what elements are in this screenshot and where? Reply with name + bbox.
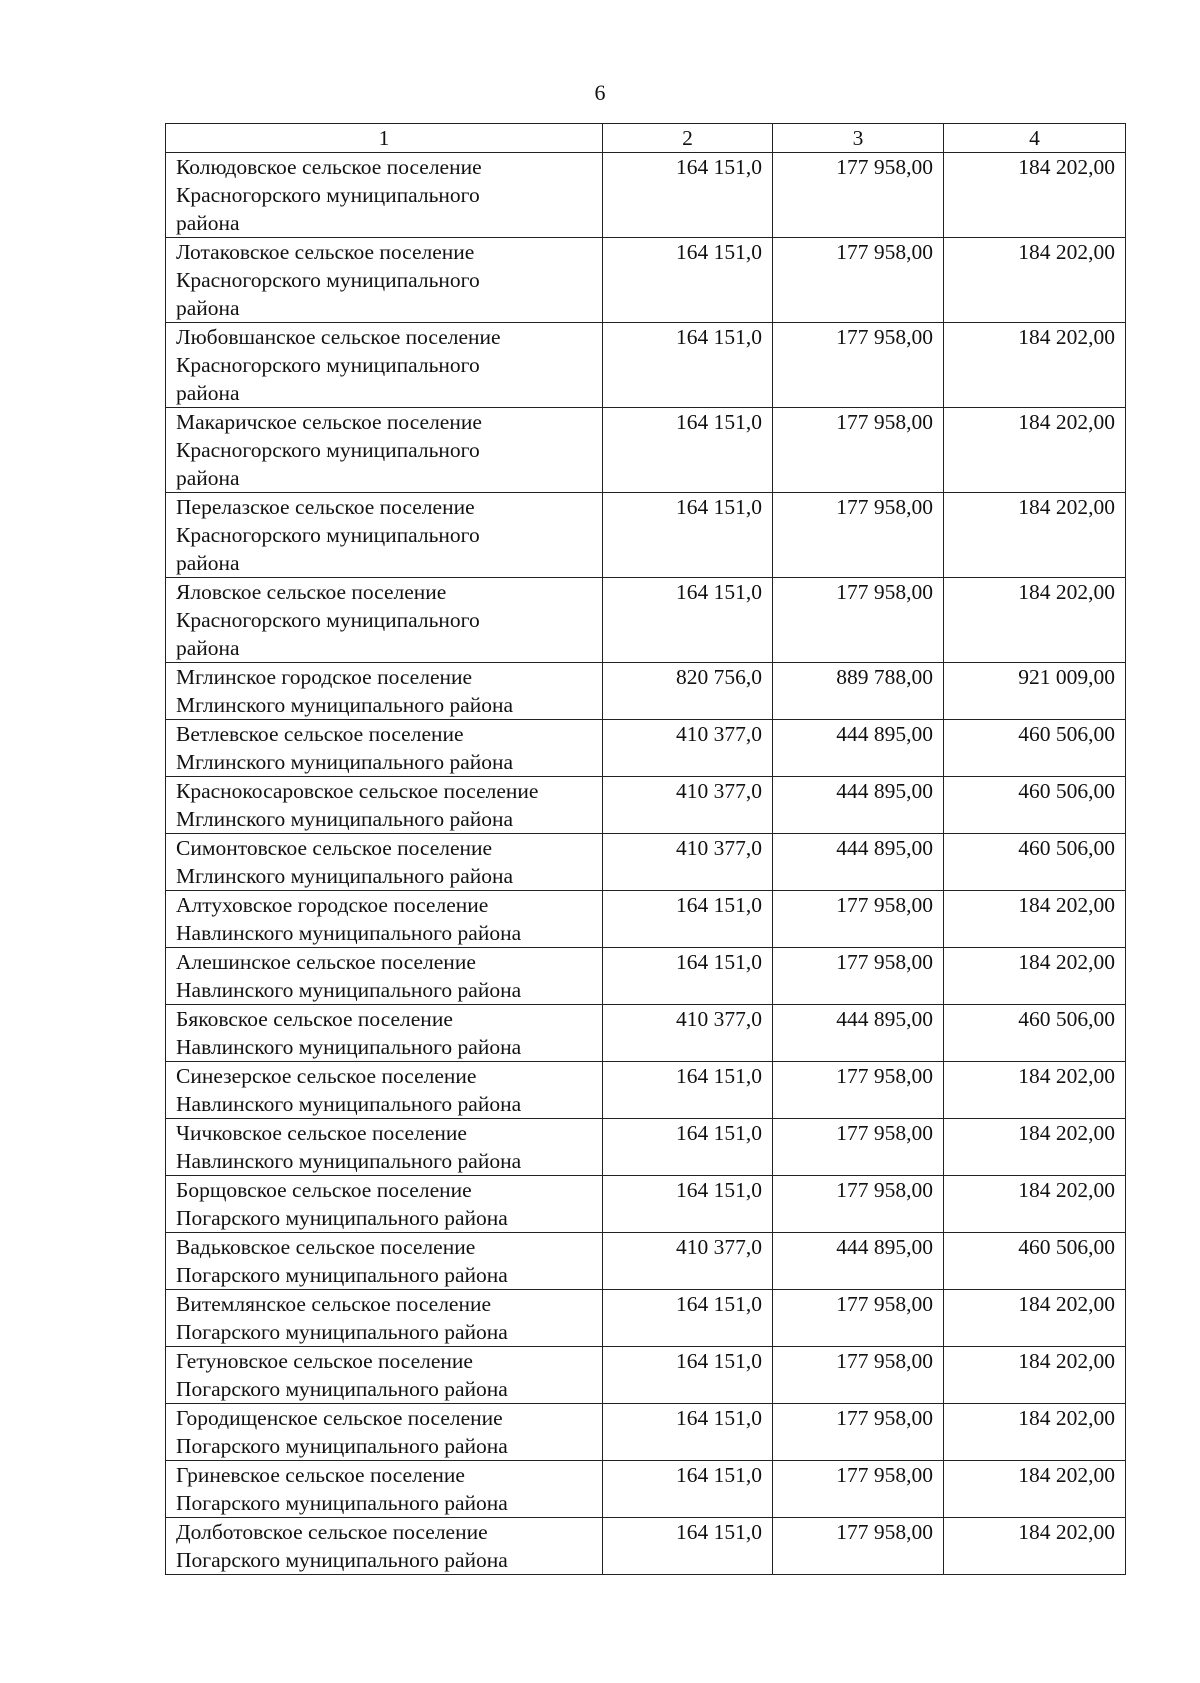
amount-cell-v2: 164 151,0 bbox=[603, 948, 773, 1005]
table-row bbox=[166, 323, 1126, 408]
amount-cell-v3: 177 958,00 bbox=[773, 153, 944, 238]
page-number: 6 bbox=[594, 80, 606, 105]
allocation-table bbox=[165, 123, 1126, 1575]
settlement-name-line: Навлинского муниципального района bbox=[176, 978, 522, 1002]
settlement-name-line: Любовшанское сельское поселение bbox=[176, 325, 501, 349]
settlement-name-line: Вадьковское сельское поселение bbox=[176, 1235, 476, 1259]
settlement-name-cell bbox=[166, 1461, 603, 1518]
amount-cell-v3: 177 958,00 bbox=[773, 1347, 944, 1404]
amount-cell-v4: 460 506,00 bbox=[944, 834, 1126, 891]
settlement-name-line: Колюдовское сельское поселение bbox=[176, 155, 482, 179]
amount-cell-v4: 184 202,00 bbox=[944, 1461, 1126, 1518]
settlement-name-line: Лотаковское сельское поселение bbox=[176, 240, 475, 264]
amount-cell-v3: 444 895,00 bbox=[773, 1005, 944, 1062]
settlement-name-line: Мглинское городское поселение bbox=[176, 665, 473, 689]
amount-cell-v2: 820 756,0 bbox=[603, 663, 773, 720]
amount-cell-v3: 177 958,00 bbox=[773, 891, 944, 948]
settlement-name-cell bbox=[166, 1005, 603, 1062]
table-row bbox=[166, 1347, 1126, 1404]
amount-cell-v2: 164 151,0 bbox=[603, 238, 773, 323]
settlement-name-cell bbox=[166, 1518, 603, 1575]
settlement-name-line: Красногорского муниципального bbox=[176, 353, 480, 377]
settlement-name-line: Навлинского муниципального района bbox=[176, 1035, 522, 1059]
settlement-name-line: Перелазское сельское поселение bbox=[176, 495, 475, 519]
amount-cell-v4: 184 202,00 bbox=[944, 1347, 1126, 1404]
header-row bbox=[166, 124, 1126, 153]
amount-cell-v3: 177 958,00 bbox=[773, 1461, 944, 1518]
settlement-name-line: Гриневское сельское поселение bbox=[176, 1463, 465, 1487]
settlement-name-cell bbox=[166, 1347, 603, 1404]
settlement-name-cell bbox=[166, 493, 603, 578]
settlement-name-cell bbox=[166, 663, 603, 720]
amount-cell-v4: 184 202,00 bbox=[944, 1119, 1126, 1176]
amount-cell-v4: 184 202,00 bbox=[944, 1518, 1126, 1575]
amount-cell-v4: 460 506,00 bbox=[944, 1005, 1126, 1062]
amount-cell-v3: 177 958,00 bbox=[773, 408, 944, 493]
amount-cell-v4: 460 506,00 bbox=[944, 777, 1126, 834]
amount-cell-v2: 164 151,0 bbox=[603, 408, 773, 493]
amount-cell-v2: 164 151,0 bbox=[603, 1119, 773, 1176]
column-header-3: 3 bbox=[773, 124, 944, 153]
amount-cell-v3: 444 895,00 bbox=[773, 1233, 944, 1290]
settlement-name-line: Навлинского муниципального района bbox=[176, 1092, 522, 1116]
table-row bbox=[166, 1404, 1126, 1461]
settlement-name-line: Витемлянское сельское поселение bbox=[176, 1292, 492, 1316]
table-row bbox=[166, 1176, 1126, 1233]
settlement-name-line: района bbox=[176, 551, 240, 575]
amount-cell-v2: 164 151,0 bbox=[603, 1404, 773, 1461]
settlement-name-line: Погарского муниципального района bbox=[176, 1434, 508, 1458]
table-row bbox=[166, 1233, 1126, 1290]
table-row bbox=[166, 1290, 1126, 1347]
amount-cell-v2: 410 377,0 bbox=[603, 777, 773, 834]
settlement-name-line: Красногорского муниципального bbox=[176, 608, 480, 632]
amount-cell-v4: 184 202,00 bbox=[944, 1176, 1126, 1233]
table-row bbox=[166, 153, 1126, 238]
settlement-name-cell bbox=[166, 238, 603, 323]
settlement-name-line: Синезерское сельское поселение bbox=[176, 1064, 477, 1088]
settlement-name-line: Мглинского муниципального района bbox=[176, 693, 514, 717]
amount-cell-v4: 184 202,00 bbox=[944, 1290, 1126, 1347]
settlement-name-line: Алешинское сельское поселение bbox=[176, 950, 476, 974]
settlement-name-cell bbox=[166, 1176, 603, 1233]
amount-cell-v2: 164 151,0 bbox=[603, 1062, 773, 1119]
settlement-name-cell bbox=[166, 834, 603, 891]
amount-cell-v2: 410 377,0 bbox=[603, 1005, 773, 1062]
amount-cell-v3: 177 958,00 bbox=[773, 578, 944, 663]
table-row bbox=[166, 891, 1126, 948]
amount-cell-v2: 164 151,0 bbox=[603, 323, 773, 408]
settlement-name-line: Погарского муниципального района bbox=[176, 1206, 508, 1230]
amount-cell-v2: 164 151,0 bbox=[603, 1518, 773, 1575]
amount-cell-v2: 164 151,0 bbox=[603, 1176, 773, 1233]
amount-cell-v2: 410 377,0 bbox=[603, 834, 773, 891]
table-row bbox=[166, 834, 1126, 891]
amount-cell-v4: 184 202,00 bbox=[944, 578, 1126, 663]
settlement-name-line: Гетуновское сельское поселение bbox=[176, 1349, 473, 1373]
table-row bbox=[166, 720, 1126, 777]
settlement-name-cell bbox=[166, 578, 603, 663]
amount-cell-v3: 177 958,00 bbox=[773, 1176, 944, 1233]
settlement-name-line: района bbox=[176, 381, 240, 405]
settlement-name-line: Мглинского муниципального района bbox=[176, 750, 514, 774]
settlement-name-line: Краснокосаровское сельское поселение bbox=[176, 779, 539, 803]
table-header bbox=[166, 124, 1126, 153]
table-row bbox=[166, 493, 1126, 578]
settlement-name-line: Погарского муниципального района bbox=[176, 1491, 508, 1515]
amount-cell-v2: 410 377,0 bbox=[603, 720, 773, 777]
settlement-name-line: района bbox=[176, 211, 240, 235]
column-header-2: 2 bbox=[603, 124, 773, 153]
amount-cell-v3: 444 895,00 bbox=[773, 834, 944, 891]
settlement-name-cell bbox=[166, 408, 603, 493]
table-row bbox=[166, 578, 1126, 663]
table-row bbox=[166, 663, 1126, 720]
settlement-name-line: района bbox=[176, 636, 240, 660]
amount-cell-v4: 184 202,00 bbox=[944, 493, 1126, 578]
settlement-name-cell bbox=[166, 1290, 603, 1347]
table-row bbox=[166, 948, 1126, 1005]
settlement-name-cell bbox=[166, 777, 603, 834]
amount-cell-v4: 184 202,00 bbox=[944, 408, 1126, 493]
amount-cell-v3: 177 958,00 bbox=[773, 1062, 944, 1119]
amount-cell-v3: 889 788,00 bbox=[773, 663, 944, 720]
settlement-name-line: района bbox=[176, 296, 240, 320]
settlement-name-line: Алтуховское городское поселение bbox=[176, 893, 489, 917]
settlement-name-cell bbox=[166, 1233, 603, 1290]
settlement-name-cell bbox=[166, 948, 603, 1005]
column-header-4: 4 bbox=[944, 124, 1126, 153]
settlement-name-line: Долботовское сельское поселение bbox=[176, 1520, 488, 1544]
settlement-name-line: Погарского муниципального района bbox=[176, 1548, 508, 1572]
amount-cell-v2: 410 377,0 bbox=[603, 1233, 773, 1290]
settlement-name-cell bbox=[166, 1404, 603, 1461]
amount-cell-v4: 184 202,00 bbox=[944, 1062, 1126, 1119]
amount-cell-v3: 444 895,00 bbox=[773, 777, 944, 834]
amount-cell-v3: 177 958,00 bbox=[773, 493, 944, 578]
amount-cell-v4: 184 202,00 bbox=[944, 1404, 1126, 1461]
amount-cell-v3: 177 958,00 bbox=[773, 1290, 944, 1347]
amount-cell-v4: 184 202,00 bbox=[944, 891, 1126, 948]
table-row bbox=[166, 238, 1126, 323]
amount-cell-v3: 177 958,00 bbox=[773, 1119, 944, 1176]
amount-cell-v3: 177 958,00 bbox=[773, 1404, 944, 1461]
amount-cell-v3: 177 958,00 bbox=[773, 238, 944, 323]
amount-cell-v2: 164 151,0 bbox=[603, 891, 773, 948]
settlement-name-cell bbox=[166, 323, 603, 408]
settlement-name-cell bbox=[166, 1119, 603, 1176]
settlement-name-line: Погарского муниципального района bbox=[176, 1263, 508, 1287]
settlement-name-line: Мглинского муниципального района bbox=[176, 864, 514, 888]
table-row bbox=[166, 1518, 1126, 1575]
settlement-name-line: Красногорского муниципального bbox=[176, 438, 480, 462]
settlement-name-cell bbox=[166, 720, 603, 777]
column-header-1: 1 bbox=[166, 124, 603, 153]
settlement-name-line: Макаричское сельское поселение bbox=[176, 410, 482, 434]
settlement-name-cell bbox=[166, 153, 603, 238]
settlement-name-line: Симонтовское сельское поселение bbox=[176, 836, 493, 860]
table-row bbox=[166, 777, 1126, 834]
amount-cell-v4: 460 506,00 bbox=[944, 1233, 1126, 1290]
amount-cell-v4: 460 506,00 bbox=[944, 720, 1126, 777]
settlement-name-line: Красногорского муниципального bbox=[176, 523, 480, 547]
amount-cell-v2: 164 151,0 bbox=[603, 1461, 773, 1518]
settlement-name-line: Погарского муниципального района bbox=[176, 1320, 508, 1344]
amount-cell-v3: 177 958,00 bbox=[773, 323, 944, 408]
amount-cell-v4: 921 009,00 bbox=[944, 663, 1126, 720]
amount-cell-v3: 444 895,00 bbox=[773, 720, 944, 777]
settlement-name-line: Красногорского муниципального bbox=[176, 183, 480, 207]
amount-cell-v2: 164 151,0 bbox=[603, 153, 773, 238]
amount-cell-v2: 164 151,0 bbox=[603, 1290, 773, 1347]
table-row bbox=[166, 1119, 1126, 1176]
table-body bbox=[166, 153, 1126, 1575]
amount-cell-v4: 184 202,00 bbox=[944, 323, 1126, 408]
settlement-name-line: Погарского муниципального района bbox=[176, 1377, 508, 1401]
settlement-name-line: Яловское сельское поселение bbox=[176, 580, 447, 604]
amount-cell-v4: 184 202,00 bbox=[944, 153, 1126, 238]
amount-cell-v3: 177 958,00 bbox=[773, 1518, 944, 1575]
amount-cell-v2: 164 151,0 bbox=[603, 578, 773, 663]
settlement-name-cell bbox=[166, 891, 603, 948]
amount-cell-v2: 164 151,0 bbox=[603, 1347, 773, 1404]
amount-cell-v2: 164 151,0 bbox=[603, 493, 773, 578]
settlement-name-line: Чичковское сельское поселение bbox=[176, 1121, 467, 1145]
settlement-name-line: Мглинского муниципального района bbox=[176, 807, 514, 831]
amount-cell-v4: 184 202,00 bbox=[944, 948, 1126, 1005]
table-row bbox=[166, 408, 1126, 493]
settlement-name-line: Красногорского муниципального bbox=[176, 268, 480, 292]
amount-cell-v4: 184 202,00 bbox=[944, 238, 1126, 323]
settlement-name-cell bbox=[166, 1062, 603, 1119]
table-row bbox=[166, 1461, 1126, 1518]
settlement-name-line: Бяковское сельское поселение bbox=[176, 1007, 453, 1031]
settlement-name-line: Навлинского муниципального района bbox=[176, 1149, 522, 1173]
amount-cell-v3: 177 958,00 bbox=[773, 948, 944, 1005]
settlement-name-line: Ветлевское сельское поселение bbox=[176, 722, 464, 746]
settlement-name-line: района bbox=[176, 466, 240, 490]
settlement-name-line: Городищенское сельское поселение bbox=[176, 1406, 503, 1430]
settlement-name-line: Борщовское сельское поселение bbox=[176, 1178, 472, 1202]
settlement-name-line: Навлинского муниципального района bbox=[176, 921, 522, 945]
table-row bbox=[166, 1005, 1126, 1062]
table-row bbox=[166, 1062, 1126, 1119]
